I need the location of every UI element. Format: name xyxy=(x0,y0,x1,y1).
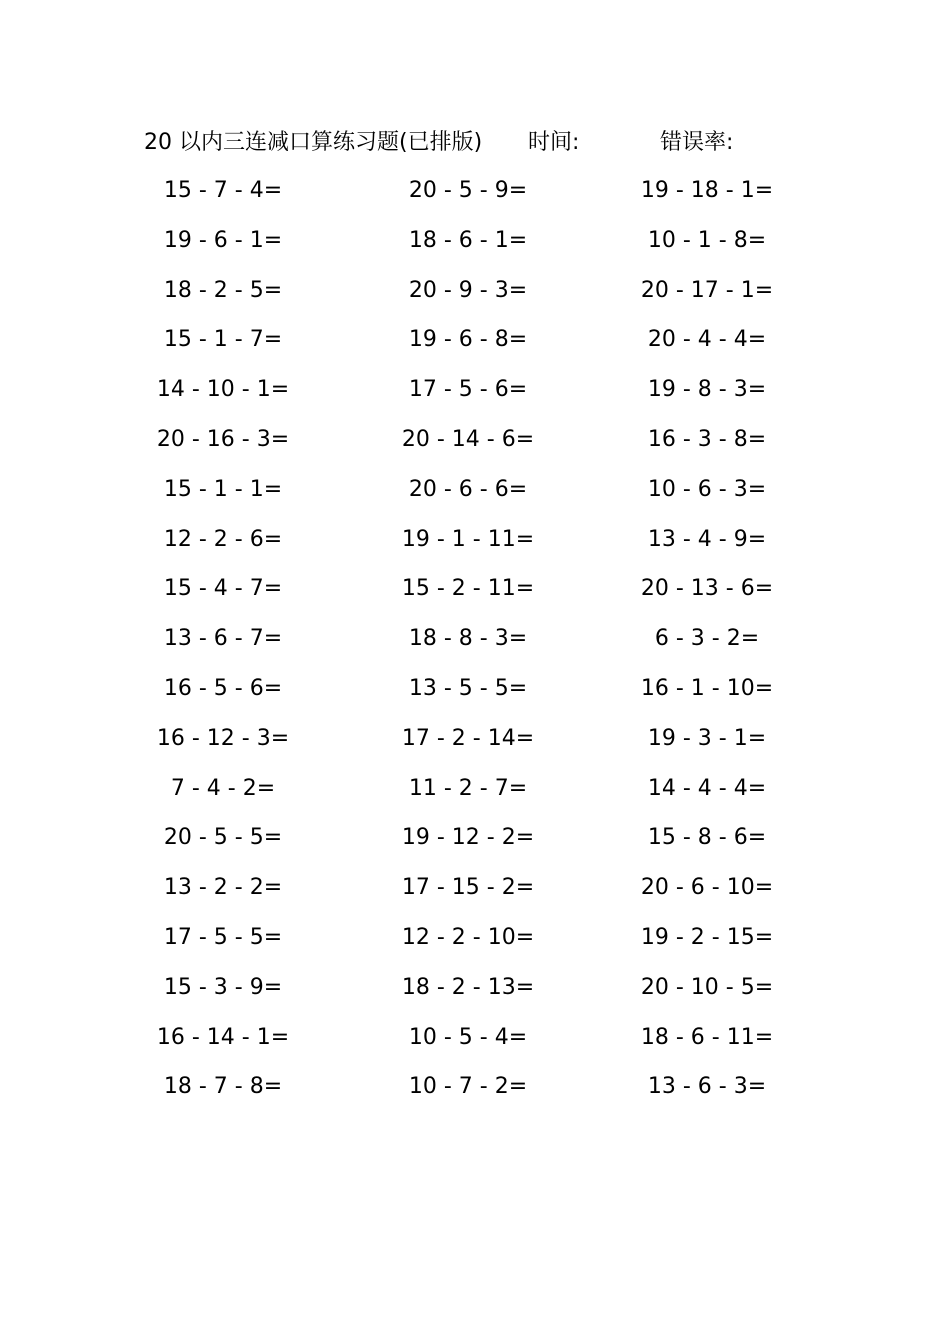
problem-item: 16 - 3 - 8= xyxy=(647,426,767,452)
problem-row xyxy=(0,322,950,372)
problem-item: 20 - 6 - 6= xyxy=(408,476,528,502)
problem-item: 20 - 9 - 3= xyxy=(408,277,528,303)
problem-row xyxy=(0,571,950,621)
problem-item: 17 - 2 - 14= xyxy=(401,725,535,751)
problem-item: 18 - 6 - 1= xyxy=(408,227,528,253)
problem-item: 13 - 4 - 9= xyxy=(647,526,767,552)
problem-item: 14 - 4 - 4= xyxy=(647,775,767,801)
problem-item: 20 - 5 - 9= xyxy=(408,178,528,203)
problem-row xyxy=(0,671,950,721)
problem-row xyxy=(0,422,950,472)
problem-item: 18 - 6 - 11= xyxy=(640,1024,774,1050)
problem-item: 14 - 10 - 1= xyxy=(156,377,290,403)
problem-item: 13 - 6 - 7= xyxy=(163,626,283,652)
problem-row xyxy=(0,173,950,223)
problem-item: 19 - 6 - 8= xyxy=(408,327,528,353)
problem-item: 13 - 2 - 2= xyxy=(163,875,283,901)
problem-item: 15 - 1 - 7= xyxy=(163,327,283,353)
problem-row xyxy=(0,273,950,323)
problem-item: 12 - 2 - 10= xyxy=(401,924,535,950)
problem-item: 15 - 2 - 11= xyxy=(401,576,535,602)
problem-item: 16 - 14 - 1= xyxy=(156,1024,290,1050)
problem-item: 18 - 7 - 8= xyxy=(163,1074,283,1100)
problem-item: 15 - 1 - 1= xyxy=(163,476,283,502)
error-rate-label: 错误率: xyxy=(660,130,734,155)
problem-item: 20 - 16 - 3= xyxy=(156,426,290,452)
problem-item: 16 - 5 - 6= xyxy=(163,675,283,701)
problem-row xyxy=(0,223,950,273)
problem-item: 11 - 2 - 7= xyxy=(408,775,528,801)
problem-item: 20 - 17 - 1= xyxy=(640,277,774,303)
problem-row xyxy=(0,721,950,771)
problem-row xyxy=(0,970,950,1020)
problem-item: 13 - 5 - 5= xyxy=(408,675,528,701)
problem-item: 16 - 1 - 10= xyxy=(640,675,774,701)
problem-item: 16 - 12 - 3= xyxy=(156,725,290,751)
problem-item: 12 - 2 - 6= xyxy=(163,526,283,552)
time-label: 时间: xyxy=(528,130,580,155)
problem-row xyxy=(0,621,950,671)
problem-item: 17 - 15 - 2= xyxy=(401,875,535,901)
problem-item: 6 - 3 - 2= xyxy=(654,626,760,652)
problem-item: 20 - 5 - 5= xyxy=(163,825,283,851)
problem-item: 19 - 12 - 2= xyxy=(401,825,535,851)
worksheet-header xyxy=(144,125,844,161)
problem-item: 20 - 4 - 4= xyxy=(647,327,767,353)
problem-item: 19 - 1 - 11= xyxy=(401,526,535,552)
problem-item: 18 - 8 - 3= xyxy=(408,626,528,652)
problem-item: 19 - 8 - 3= xyxy=(647,377,767,403)
problem-item: 18 - 2 - 13= xyxy=(401,974,535,1000)
problem-row xyxy=(0,820,950,870)
problem-item: 20 - 10 - 5= xyxy=(640,974,774,1000)
problem-grid xyxy=(0,173,950,1119)
problem-item: 10 - 1 - 8= xyxy=(647,227,767,253)
problem-item: 17 - 5 - 5= xyxy=(163,924,283,950)
problem-row xyxy=(0,472,950,522)
worksheet-title: 20 以内三连减口算练习题(已排版) xyxy=(144,130,483,155)
problem-item: 20 - 14 - 6= xyxy=(401,426,535,452)
problem-item: 15 - 7 - 4= xyxy=(163,178,283,203)
problem-item: 15 - 3 - 9= xyxy=(163,974,283,1000)
problem-row xyxy=(0,1020,950,1070)
problem-item: 19 - 2 - 15= xyxy=(640,924,774,950)
problem-item: 15 - 8 - 6= xyxy=(647,825,767,851)
problem-item: 7 - 4 - 2= xyxy=(170,775,276,801)
problem-row xyxy=(0,1069,950,1119)
problem-row xyxy=(0,372,950,422)
problem-item: 13 - 6 - 3= xyxy=(647,1074,767,1100)
problem-item: 19 - 18 - 1= xyxy=(640,178,774,203)
problem-item: 15 - 4 - 7= xyxy=(163,576,283,602)
problem-item: 19 - 6 - 1= xyxy=(163,227,283,253)
problem-row xyxy=(0,771,950,821)
problem-row xyxy=(0,920,950,970)
problem-item: 18 - 2 - 5= xyxy=(163,277,283,303)
problem-item: 10 - 7 - 2= xyxy=(408,1074,528,1100)
problem-row xyxy=(0,522,950,572)
problem-item: 10 - 6 - 3= xyxy=(647,476,767,502)
problem-item: 19 - 3 - 1= xyxy=(647,725,767,751)
problem-item: 20 - 6 - 10= xyxy=(640,875,774,901)
problem-item: 20 - 13 - 6= xyxy=(640,576,774,602)
problem-item: 17 - 5 - 6= xyxy=(408,377,528,403)
problem-row xyxy=(0,870,950,920)
problem-item: 10 - 5 - 4= xyxy=(408,1024,528,1050)
